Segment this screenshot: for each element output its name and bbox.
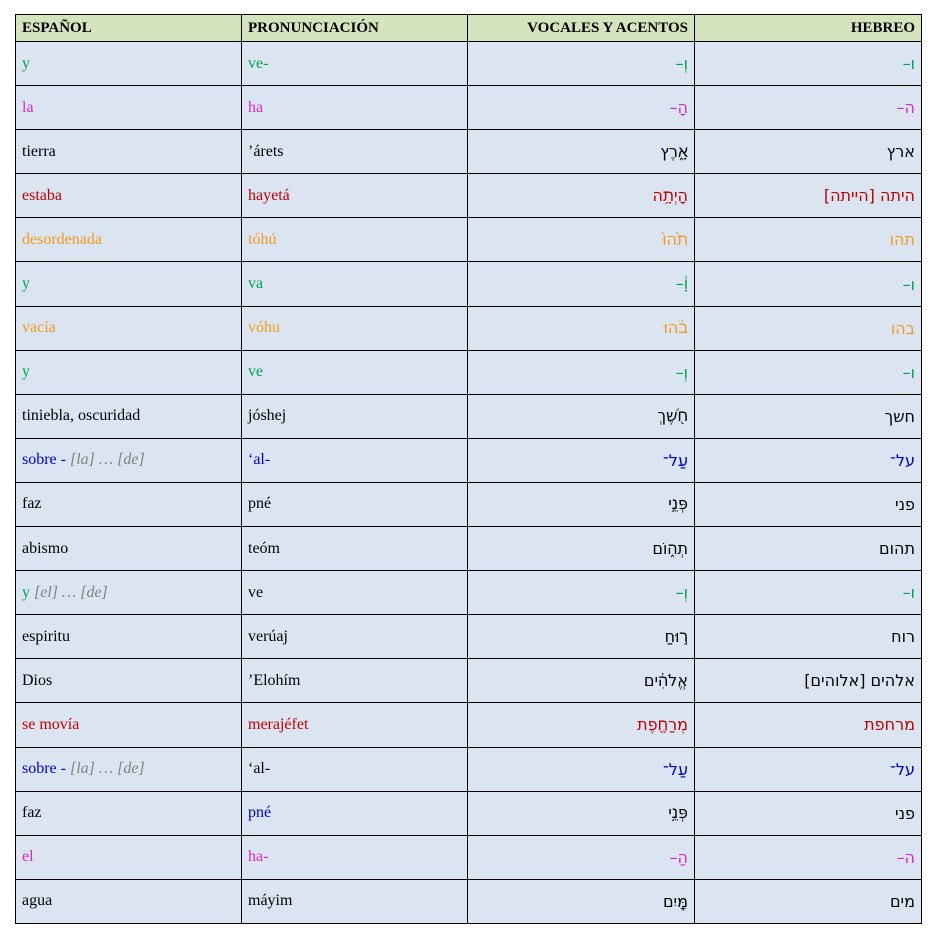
vowels-accents-cell: וְ– — [468, 350, 695, 394]
hebrew-cell: תהום — [695, 527, 922, 571]
spanish-cell — [16, 835, 242, 879]
header-vocales-acentos: VOCALES Y ACENTOS — [468, 15, 695, 42]
pronunciation-cell: ‘al- — [242, 747, 468, 791]
table-row — [16, 571, 922, 615]
pronunciation-cell: ha — [242, 86, 468, 130]
spanish-word: desordenada — [22, 230, 102, 248]
vowels-accents-cell: תֹ֙הוּ֙ — [468, 218, 695, 262]
hebrew-cell: ה– — [695, 86, 922, 130]
spanish-cell — [16, 306, 242, 350]
spanish-word: la — [22, 98, 34, 116]
table-row — [16, 130, 922, 174]
table-row — [16, 438, 922, 482]
vowels-accents-cell: בֹ֔הוּ — [468, 306, 695, 350]
hebrew-cell: חשך — [695, 394, 922, 438]
spanish-cell — [16, 350, 242, 394]
hebrew-cell: ו– — [695, 42, 922, 86]
vowels-accents-cell: הַ– — [468, 835, 695, 879]
pronunciation-cell: ve- — [242, 42, 468, 86]
vowels-accents-cell: וְ– — [468, 42, 695, 86]
glossary-body — [16, 42, 922, 924]
hebrew-cell: תהו — [695, 218, 922, 262]
pronunciation-cell: ve — [242, 571, 468, 615]
spanish-word: sobre - — [22, 760, 66, 778]
spanish-cell — [16, 879, 242, 923]
table-row — [16, 659, 922, 703]
table-row — [16, 747, 922, 791]
hebrew-cell: רוח — [695, 615, 922, 659]
vowels-accents-cell: מְרַחֶ֖פֶת — [468, 703, 695, 747]
spanish-cell — [16, 571, 242, 615]
spanish-word: y — [22, 583, 30, 601]
spanish-word: y — [22, 275, 30, 293]
spanish-word: faz — [22, 804, 42, 822]
vowels-accents-cell: חֹ֖שֶׁךְ — [468, 394, 695, 438]
implied-words-note: [el] … [de] — [34, 583, 108, 601]
pronunciation-cell: vóhu — [242, 306, 468, 350]
table-row — [16, 42, 922, 86]
implied-words-note: [la] … [de] — [69, 451, 145, 469]
header-pronunciacion: PRONUNCIACIÓN — [242, 15, 468, 42]
pronunciation-cell: jóshej — [242, 394, 468, 438]
vowels-accents-cell: אָ֑רֶץ — [468, 130, 695, 174]
hebrew-cell: ה– — [695, 835, 922, 879]
spanish-cell — [16, 174, 242, 218]
spanish-cell — [16, 86, 242, 130]
header-row — [16, 15, 922, 42]
table-row — [16, 835, 922, 879]
vowels-accents-cell: אֱלֹהִ֔ים — [468, 659, 695, 703]
pronunciation-cell: ’árets — [242, 130, 468, 174]
pronunciation-cell: ha- — [242, 835, 468, 879]
hebrew-cell: היתה [הייתה] — [695, 174, 922, 218]
pronunciation-cell: verúaj — [242, 615, 468, 659]
vowels-accents-cell: עַל־ — [468, 747, 695, 791]
spanish-cell — [16, 659, 242, 703]
vowels-accents-cell: תְה֑וֹם — [468, 527, 695, 571]
header-hebreo: HEBREO — [695, 15, 922, 42]
pronunciation-cell: ’Elohím — [242, 659, 468, 703]
table-row — [16, 791, 922, 835]
table-row — [16, 306, 922, 350]
spanish-word: Dios — [22, 671, 53, 689]
hebrew-cell: פני — [695, 482, 922, 526]
spanish-cell — [16, 130, 242, 174]
implied-words-note: [la] … [de] — [69, 760, 145, 778]
hebrew-cell: אלהים [אלוהים] — [695, 659, 922, 703]
spanish-cell — [16, 615, 242, 659]
pronunciation-cell: merajéfet — [242, 703, 468, 747]
spanish-cell — [16, 527, 242, 571]
hebrew-cell: מרחפת — [695, 703, 922, 747]
vowels-accents-cell: פְּנֵ֥י — [468, 791, 695, 835]
pronunciation-cell: tóhú — [242, 218, 468, 262]
table-row — [16, 394, 922, 438]
glossary-table — [15, 14, 922, 924]
spanish-cell — [16, 262, 242, 306]
spanish-cell — [16, 394, 242, 438]
vowels-accents-cell: מָּֽיִם — [468, 879, 695, 923]
spanish-word: tierra — [22, 142, 56, 160]
hebrew-cell: ארץ — [695, 130, 922, 174]
spanish-word: vacía — [22, 319, 56, 337]
spanish-cell — [16, 703, 242, 747]
table-row — [16, 174, 922, 218]
vowels-accents-cell: וָ֔– — [468, 262, 695, 306]
spanish-cell — [16, 438, 242, 482]
table-row — [16, 262, 922, 306]
spanish-cell — [16, 482, 242, 526]
table-row — [16, 86, 922, 130]
spanish-word: faz — [22, 495, 42, 513]
spanish-word: estaba — [22, 186, 62, 204]
table-row — [16, 527, 922, 571]
table-row — [16, 218, 922, 262]
spanish-cell — [16, 218, 242, 262]
vowels-accents-cell: פְּנֵ֣י — [468, 482, 695, 526]
spanish-cell — [16, 42, 242, 86]
spanish-word: sobre - — [22, 451, 66, 469]
spanish-word: abismo — [22, 539, 69, 557]
vowels-accents-cell: עַל־ — [468, 438, 695, 482]
spanish-word: agua — [22, 892, 53, 910]
pronunciation-cell: pné — [242, 482, 468, 526]
spanish-cell — [16, 791, 242, 835]
spanish-word: se movía — [22, 715, 80, 733]
spanish-word: tiniebla, oscuridad — [22, 407, 141, 425]
table-row — [16, 703, 922, 747]
table-row — [16, 350, 922, 394]
vowels-accents-cell: הָ– — [468, 86, 695, 130]
hebrew-cell: בהו — [695, 306, 922, 350]
hebrew-cell: על־ — [695, 438, 922, 482]
spanish-word: y — [22, 363, 30, 381]
hebrew-cell: ו– — [695, 350, 922, 394]
table-row — [16, 482, 922, 526]
spanish-cell — [16, 747, 242, 791]
spanish-word: y — [22, 54, 30, 72]
hebrew-cell: פני — [695, 791, 922, 835]
vowels-accents-cell: הָיְתָ֥ה — [468, 174, 695, 218]
pronunciation-cell: ve — [242, 350, 468, 394]
hebrew-cell: על־ — [695, 747, 922, 791]
header-espanol: ESPAÑOL — [16, 15, 242, 42]
vowels-accents-cell: וְ– — [468, 571, 695, 615]
pronunciation-cell: ‘al- — [242, 438, 468, 482]
vowels-accents-cell: ר֣וּחַ — [468, 615, 695, 659]
hebrew-cell: ו– — [695, 262, 922, 306]
pronunciation-cell: máyim — [242, 879, 468, 923]
pronunciation-cell: hayetá — [242, 174, 468, 218]
table-row — [16, 615, 922, 659]
spanish-word: espiritu — [22, 627, 70, 645]
hebrew-cell: מים — [695, 879, 922, 923]
table-row — [16, 879, 922, 923]
spanish-word: el — [22, 848, 34, 866]
pronunciation-cell: teóm — [242, 527, 468, 571]
hebrew-cell: ו– — [695, 571, 922, 615]
pronunciation-cell: va — [242, 262, 468, 306]
pronunciation-cell: pné — [242, 791, 468, 835]
